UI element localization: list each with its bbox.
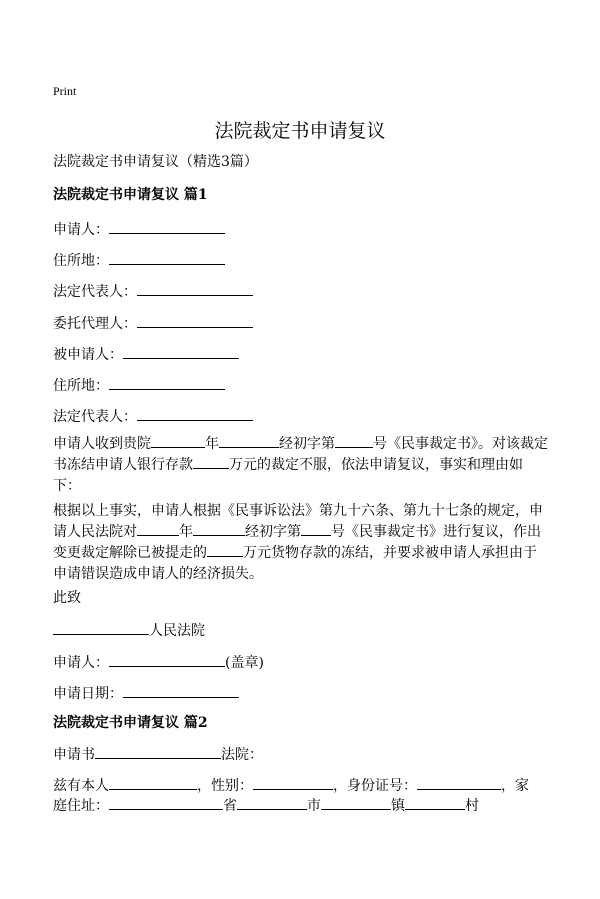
s2-addr-blank-3[interactable] bbox=[321, 795, 391, 810]
field-applicant bbox=[53, 219, 225, 240]
para1-text-c: 经初字第 bbox=[279, 436, 335, 452]
closing-text: 此致 bbox=[53, 590, 81, 606]
sign-applicant-label: 申请人： bbox=[53, 655, 109, 671]
date-label: 申请日期： bbox=[53, 686, 123, 702]
para2-text-e: 万元货物存款的冻结，并要求被申请人承担由于申请错误造成申请人的经济损失。 bbox=[53, 545, 537, 582]
field-respondent-label: 被申请人： bbox=[53, 347, 123, 363]
para1-blank-court[interactable] bbox=[151, 434, 205, 448]
field-legal-rep-blank[interactable] bbox=[137, 281, 253, 296]
field-respondent-blank[interactable] bbox=[123, 344, 239, 359]
section2-heading: 法院裁定书申请复议 篇2 bbox=[53, 715, 208, 731]
s2-line2-text-d: ，家 bbox=[501, 778, 529, 794]
para2-text-a: 根据以上事实，申请人根据《民事诉讼法》第九十六条、第九十七条的规定，申请人民法院对 bbox=[53, 503, 543, 540]
s2-line1-text-b: 法院： bbox=[221, 747, 263, 763]
para2-blank-amount[interactable] bbox=[207, 543, 243, 557]
sign-applicant-blank[interactable] bbox=[109, 652, 225, 667]
s2-line3-text-d: 镇 bbox=[391, 798, 405, 814]
para2-blank-court[interactable] bbox=[137, 522, 179, 536]
seal-label: (盖章) bbox=[225, 655, 264, 671]
field-address2 bbox=[53, 375, 225, 396]
para1-text-b: 年 bbox=[205, 436, 219, 452]
s2-line1-text-a: 申请书 bbox=[53, 747, 95, 763]
s2-line3-text-c: 市 bbox=[307, 798, 321, 814]
para1-blank-year[interactable] bbox=[219, 434, 279, 448]
court-name-blank[interactable] bbox=[53, 620, 149, 635]
section1-heading: 法院裁定书申请复议 篇1 bbox=[53, 187, 208, 203]
s2-line3-text-a: 庭住址： bbox=[53, 798, 109, 814]
field-agent bbox=[53, 313, 253, 334]
para1-blank-number[interactable] bbox=[335, 434, 373, 448]
field-applicant-label: 申请人： bbox=[53, 222, 109, 238]
field-address-label: 住所地： bbox=[53, 253, 109, 269]
field-applicant-blank[interactable] bbox=[109, 219, 225, 234]
section2-line3 bbox=[53, 795, 479, 816]
s2-court-blank[interactable] bbox=[95, 744, 221, 759]
s2-gender-blank[interactable] bbox=[253, 775, 333, 790]
para1-text-e: 万元的裁定不服，依法申请复议，事实和理由如下： bbox=[53, 457, 523, 494]
s2-addr-blank-2[interactable] bbox=[237, 795, 307, 810]
paragraph-1 bbox=[53, 434, 548, 497]
s2-name-blank[interactable] bbox=[109, 775, 197, 790]
para1-text-a: 申请人收到贵院 bbox=[53, 436, 151, 452]
subtitle: 法院裁定书申请复议（精选3篇） bbox=[53, 154, 258, 170]
field-address bbox=[53, 250, 225, 271]
field-address2-label: 住所地： bbox=[53, 378, 109, 394]
s2-addr-blank-4[interactable] bbox=[405, 795, 465, 810]
court-suffix: 人民法院 bbox=[149, 623, 205, 639]
section2-line2 bbox=[53, 775, 529, 796]
field-legal-rep2-blank[interactable] bbox=[137, 406, 253, 421]
para1-text-d: 号《民事裁定书》。对该裁定书冻结申请人银行存款 bbox=[53, 436, 548, 473]
para2-text-b: 年 bbox=[179, 524, 193, 540]
section2-line1 bbox=[53, 744, 263, 765]
field-agent-blank[interactable] bbox=[137, 313, 253, 328]
para2-text-c: 经初字第 bbox=[245, 524, 301, 540]
paragraph-2 bbox=[53, 501, 548, 585]
date-blank[interactable] bbox=[123, 683, 239, 698]
para2-text-d: 号《民事裁定书》进行复议，作出变更裁定解除已被提走的 bbox=[53, 524, 541, 561]
field-address2-blank[interactable] bbox=[109, 375, 225, 390]
page-title: 法院裁定书申请复议 bbox=[214, 120, 386, 142]
s2-line3-text-b: 省 bbox=[223, 798, 237, 814]
date-line bbox=[53, 683, 239, 704]
para2-blank-number[interactable] bbox=[301, 522, 331, 536]
field-legal-rep bbox=[53, 281, 253, 302]
para1-blank-amount[interactable] bbox=[193, 455, 229, 469]
s2-addr-blank-1[interactable] bbox=[109, 795, 223, 810]
s2-line2-text-c: ，身份证号： bbox=[333, 778, 417, 794]
field-legal-rep2-label: 法定代表人： bbox=[53, 409, 137, 425]
s2-line3-text-e: 村 bbox=[465, 798, 479, 814]
field-legal-rep-label: 法定代表人： bbox=[53, 284, 137, 300]
para2-blank-year[interactable] bbox=[193, 522, 245, 536]
court-line bbox=[53, 620, 205, 641]
s2-id-blank[interactable] bbox=[417, 775, 501, 790]
field-address-blank[interactable] bbox=[109, 250, 225, 265]
sign-line bbox=[53, 652, 264, 673]
s2-line2-text-b: ，性别： bbox=[197, 778, 253, 794]
field-agent-label: 委托代理人： bbox=[53, 316, 137, 332]
print-link[interactable]: Print bbox=[53, 84, 77, 98]
field-respondent bbox=[53, 344, 239, 365]
s2-line2-text-a: 兹有本人 bbox=[53, 778, 109, 794]
field-legal-rep2 bbox=[53, 406, 253, 427]
